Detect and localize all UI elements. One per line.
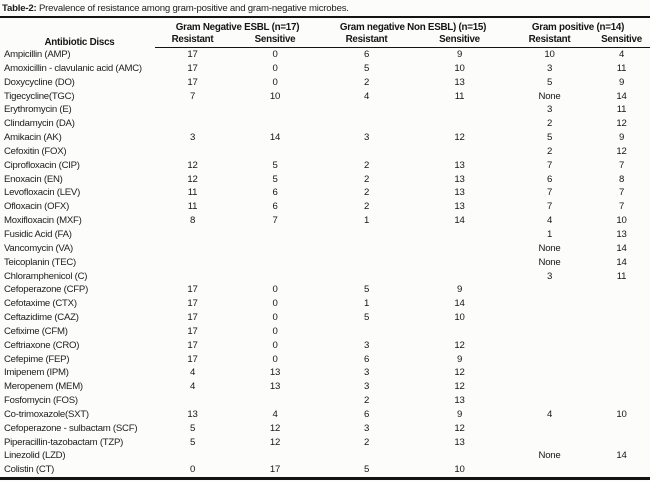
value-cell [593, 339, 650, 353]
value-cell: 13 [269, 367, 281, 379]
value-cell [155, 449, 230, 463]
value-cell: 8 [189, 215, 196, 227]
value-cell [413, 325, 506, 339]
value-cell: 13 [454, 201, 465, 213]
value-cell [506, 380, 593, 394]
value-cell [593, 436, 650, 450]
subheader-esbl-resistant: Resistant [155, 33, 230, 48]
table-row [0, 353, 650, 367]
value-cell: 2 [363, 436, 370, 448]
antibiotic-name: Meropenem (MEM) [4, 381, 83, 393]
value-cell [320, 325, 413, 339]
value-cell: None [538, 90, 561, 102]
antibiotic-name: Amikacin (AK) [4, 132, 62, 144]
value-cell: 12 [269, 422, 281, 434]
antibiotic-name: Ofloxacin (OFX) [4, 201, 70, 213]
subheader-non-esbl-resistant: Resistant [320, 33, 413, 48]
table-row [0, 394, 650, 408]
value-cell: 5 [272, 173, 278, 185]
value-cell: 0 [189, 464, 196, 476]
table-row [0, 48, 650, 62]
value-cell [593, 394, 650, 408]
table-row [0, 131, 650, 145]
value-cell [320, 117, 413, 131]
table-row [0, 339, 650, 353]
table-row [0, 256, 650, 270]
value-cell [230, 117, 320, 131]
table-row [0, 228, 650, 242]
group-header-gram-positive: Gram positive (n=14) [531, 22, 625, 33]
value-cell: 11 [187, 187, 198, 199]
value-cell [320, 145, 413, 159]
antibiotic-name: Levofloxacin (LEV) [4, 187, 81, 199]
value-cell [593, 283, 650, 297]
value-cell [593, 366, 650, 380]
value-cell: 17 [269, 464, 281, 476]
value-cell: 10 [454, 312, 465, 324]
antibiotic-name: Cefotaxime (CTX) [4, 298, 77, 310]
value-cell: 4 [189, 381, 196, 393]
value-cell: 14 [454, 298, 465, 310]
table-row [0, 380, 650, 394]
table-row [0, 90, 650, 104]
value-cell: 0 [272, 298, 278, 310]
table-row [0, 408, 650, 422]
value-cell: 7 [618, 159, 625, 171]
value-cell: 2 [363, 395, 370, 407]
value-cell: 11 [616, 62, 627, 74]
antibiotic-name: Linezolid (LZD) [4, 450, 66, 462]
antibiotic-name: Co-trimoxazole(SXT) [4, 408, 89, 420]
value-cell: 7 [189, 90, 196, 102]
value-cell: 6 [546, 173, 553, 185]
value-cell [230, 242, 320, 256]
value-cell [593, 297, 650, 311]
value-cell: 5 [363, 464, 370, 476]
value-cell: 17 [187, 339, 198, 351]
table-row [0, 283, 650, 297]
value-cell: 0 [272, 62, 278, 74]
antibiotic-name: Piperacillin-tazobactam (TZP) [4, 436, 124, 448]
value-cell [593, 353, 650, 367]
value-cell: 12 [454, 339, 465, 351]
table-row [0, 186, 650, 200]
value-cell: 5 [272, 159, 278, 171]
value-cell: 10 [616, 408, 627, 420]
value-cell: 2 [363, 76, 370, 88]
value-cell: 13 [187, 408, 198, 420]
value-cell: 12 [616, 145, 627, 157]
value-cell: 7 [618, 187, 625, 199]
antibiotic-name: Cefixime (CFM) [4, 325, 68, 337]
value-cell: 11 [616, 104, 627, 116]
value-cell: 13 [454, 173, 465, 185]
value-cell: 2 [363, 187, 370, 199]
value-cell: 17 [187, 49, 198, 60]
antibiotic-name: Erythromycin (E) [4, 104, 72, 116]
value-cell: 13 [454, 76, 465, 88]
value-cell: 7 [618, 201, 625, 213]
antibiotic-name: Cefoperazone (CFP) [4, 284, 89, 296]
value-cell: 1 [363, 215, 370, 227]
value-cell [413, 449, 506, 463]
value-cell: 13 [454, 187, 465, 199]
table-row [0, 214, 650, 228]
value-cell: 4 [189, 367, 196, 379]
value-cell: 13 [454, 395, 465, 407]
value-cell [413, 270, 506, 284]
value-cell: 7 [546, 187, 553, 199]
value-cell [155, 394, 230, 408]
value-cell [155, 103, 230, 117]
value-cell: 3 [546, 62, 553, 74]
value-cell: 2 [363, 201, 370, 213]
value-cell: 6 [363, 408, 370, 420]
table-row [0, 242, 650, 256]
value-cell: 12 [454, 381, 465, 393]
table-row [0, 366, 650, 380]
value-cell: 3 [363, 339, 370, 351]
subheader-gram-positive-resistant: Resistant [506, 33, 593, 48]
value-cell: 2 [546, 118, 553, 130]
value-cell: 3 [363, 422, 370, 434]
table-row [0, 436, 650, 450]
antibiotic-name: Teicoplanin (TEC) [4, 256, 76, 268]
subheader-gram-positive-sensitive: Sensitive [593, 33, 650, 48]
value-cell: 6 [363, 353, 370, 365]
value-cell: 9 [456, 49, 463, 60]
value-cell: 10 [454, 464, 465, 476]
value-cell: 17 [187, 312, 198, 324]
value-cell: 17 [187, 284, 198, 296]
value-cell [593, 311, 650, 325]
antibiotic-name: Tigecycline(TGC) [4, 90, 75, 102]
value-cell [155, 117, 230, 131]
value-cell: 2 [546, 145, 553, 157]
value-cell: 17 [187, 76, 198, 88]
antibiotic-name: Doxycycline (DO) [4, 76, 75, 88]
antibiotic-name: Clindamycin (DA) [4, 118, 75, 130]
value-cell: 10 [616, 215, 627, 227]
value-cell: 1 [363, 298, 370, 310]
value-cell: 8 [618, 173, 625, 185]
value-cell: 7 [546, 201, 553, 213]
table-caption-label: Table-2: [2, 3, 37, 14]
value-cell: 0 [272, 353, 278, 365]
value-cell: 0 [272, 312, 278, 324]
value-cell: 10 [544, 49, 555, 60]
value-cell: 11 [187, 201, 198, 213]
table-row [0, 159, 650, 173]
table-body [0, 48, 650, 479]
value-cell [506, 311, 593, 325]
value-cell [230, 103, 320, 117]
value-cell: 0 [272, 284, 278, 296]
value-cell: 14 [616, 256, 627, 268]
table-row [0, 325, 650, 339]
value-cell: 4 [363, 90, 370, 102]
value-cell [320, 242, 413, 256]
table-caption [0, 1, 650, 16]
value-cell: 12 [454, 132, 465, 144]
table-row [0, 117, 650, 131]
value-cell [506, 366, 593, 380]
value-cell: 2 [363, 173, 370, 185]
value-cell: 10 [269, 90, 281, 102]
antibiotic-name: Fusidic Acid (FA) [4, 228, 72, 240]
value-cell [413, 117, 506, 131]
value-cell: 1 [546, 228, 553, 240]
value-cell [593, 380, 650, 394]
value-cell [413, 242, 506, 256]
value-cell [506, 436, 593, 450]
value-cell: 11 [616, 270, 627, 282]
value-cell: None [538, 242, 561, 254]
antibiotic-name: Moxifloxacin (MXF) [4, 215, 82, 227]
value-cell: 3 [189, 132, 196, 144]
antibiotic-name: Vancomycin (VA) [4, 242, 73, 254]
value-cell: 12 [187, 159, 198, 171]
value-cell: 12 [187, 173, 198, 185]
value-cell: 12 [454, 422, 465, 434]
value-cell [320, 270, 413, 284]
antibiotic-name: Ciprofloxacin (CIP) [4, 159, 80, 171]
antibiotic-name: Ceftriaxone (CRO) [4, 339, 80, 351]
value-cell: 13 [269, 381, 281, 393]
antibiotic-name: Chloramphenicol (C) [4, 270, 88, 282]
value-cell [155, 270, 230, 284]
value-cell: 3 [363, 367, 370, 379]
antibiotic-name: Ampicillin (AMP) [4, 48, 71, 60]
value-cell [230, 256, 320, 270]
value-cell [593, 463, 650, 478]
value-cell: 4 [618, 49, 625, 60]
value-cell: 14 [269, 132, 281, 144]
value-cell: 3 [546, 104, 553, 116]
value-cell: 7 [546, 159, 553, 171]
subheader-non-esbl-sensitive: Sensitive [413, 33, 506, 48]
value-cell: 5 [189, 436, 196, 448]
value-cell [413, 103, 506, 117]
value-cell [506, 394, 593, 408]
value-cell [230, 270, 320, 284]
table-row [0, 311, 650, 325]
value-cell: 11 [454, 90, 465, 102]
value-cell [155, 256, 230, 270]
value-cell: 5 [363, 312, 370, 324]
value-cell [413, 228, 506, 242]
value-cell: 0 [272, 49, 278, 60]
value-cell: 17 [187, 353, 198, 365]
value-cell [506, 463, 593, 478]
value-cell: 9 [456, 284, 463, 296]
table-row [0, 173, 650, 187]
table-row [0, 422, 650, 436]
value-cell: 5 [546, 132, 553, 144]
antibiotic-name: Enoxacin (EN) [4, 173, 63, 185]
value-cell: 13 [454, 159, 465, 171]
value-cell: 9 [618, 76, 625, 88]
table-row [0, 200, 650, 214]
value-cell [506, 339, 593, 353]
table-row [0, 449, 650, 463]
group-header-gram-negative-non-esbl: Gram negative Non ESBL) (n=15) [339, 22, 487, 33]
table-header [0, 17, 650, 48]
value-cell: 9 [618, 132, 625, 144]
value-cell: 0 [272, 76, 278, 88]
value-cell [593, 422, 650, 436]
antibiotic-name: Imipenem (IPM) [4, 367, 69, 379]
antibiotic-name: Colistin (CT) [4, 464, 55, 476]
value-cell: 10 [454, 62, 465, 74]
value-cell [593, 325, 650, 339]
value-cell: 0 [272, 339, 278, 351]
value-cell [320, 256, 413, 270]
value-cell: 3 [546, 270, 553, 282]
value-cell: 6 [272, 187, 278, 199]
table-row [0, 270, 650, 284]
value-cell: 14 [616, 90, 627, 102]
table-row [0, 297, 650, 311]
value-cell [506, 353, 593, 367]
table-row [0, 103, 650, 117]
antibiotic-name: Ceftazidime (CAZ) [4, 312, 79, 324]
value-cell: 6 [363, 49, 370, 60]
antibiotic-name: Cefepime (FEP) [4, 353, 70, 365]
value-cell [230, 449, 320, 463]
value-cell: 14 [616, 450, 627, 462]
value-cell [506, 297, 593, 311]
value-cell: 2 [363, 159, 370, 171]
value-cell [155, 145, 230, 159]
antibiotic-name: Cefoxitin (FOX) [4, 145, 67, 157]
table-row [0, 76, 650, 90]
value-cell [506, 325, 593, 339]
value-cell: 3 [363, 381, 370, 393]
table-row [0, 463, 650, 478]
value-cell: 13 [454, 436, 465, 448]
value-cell: 5 [363, 284, 370, 296]
value-cell [506, 422, 593, 436]
antibiotic-name: Fosfomycin (FOS) [4, 395, 78, 407]
value-cell: 12 [616, 118, 627, 130]
value-cell: 14 [616, 242, 627, 254]
table-row [0, 145, 650, 159]
value-cell: 9 [456, 353, 463, 365]
value-cell: 0 [272, 325, 278, 337]
value-cell [320, 228, 413, 242]
value-cell [320, 449, 413, 463]
value-cell: 5 [363, 62, 370, 74]
value-cell [155, 228, 230, 242]
value-cell: 4 [546, 408, 553, 420]
value-cell: 7 [272, 215, 278, 227]
antibiotic-name: Amoxicillin - clavulanic acid (AMC) [4, 62, 142, 74]
value-cell: None [538, 256, 561, 268]
resistance-table [0, 16, 650, 480]
value-cell: None [538, 450, 561, 462]
table-row [0, 62, 650, 76]
value-cell [413, 256, 506, 270]
table-caption-text: Prevalence of resistance among gram-positive and gram-negative microbes. [38, 3, 349, 14]
value-cell: 13 [616, 228, 627, 240]
value-cell: 14 [454, 215, 465, 227]
value-cell [413, 145, 506, 159]
value-cell: 4 [546, 215, 553, 227]
value-cell [155, 242, 230, 256]
value-cell: 17 [187, 298, 198, 310]
value-cell: 17 [187, 325, 198, 337]
value-cell [230, 145, 320, 159]
value-cell: 9 [456, 408, 463, 420]
value-cell: 3 [363, 132, 370, 144]
subheader-esbl-sensitive: Sensitive [230, 33, 320, 48]
column-header-antibiotic-discs: Antibiotic Discs [44, 36, 115, 48]
value-cell [230, 394, 320, 408]
antibiotic-name: Cefoperazone - sulbactam (SCF) [4, 422, 138, 434]
group-header-row [0, 17, 650, 33]
value-cell [506, 283, 593, 297]
value-cell: 4 [272, 408, 278, 420]
value-cell: 5 [546, 76, 553, 88]
value-cell: 12 [269, 436, 281, 448]
value-cell: 17 [187, 62, 198, 74]
value-cell [320, 103, 413, 117]
group-header-gram-negative-esbl: Gram Negative ESBL (n=17) [175, 22, 300, 33]
value-cell: 6 [272, 201, 278, 213]
value-cell: 12 [454, 367, 465, 379]
value-cell [230, 228, 320, 242]
value-cell: 5 [189, 422, 196, 434]
